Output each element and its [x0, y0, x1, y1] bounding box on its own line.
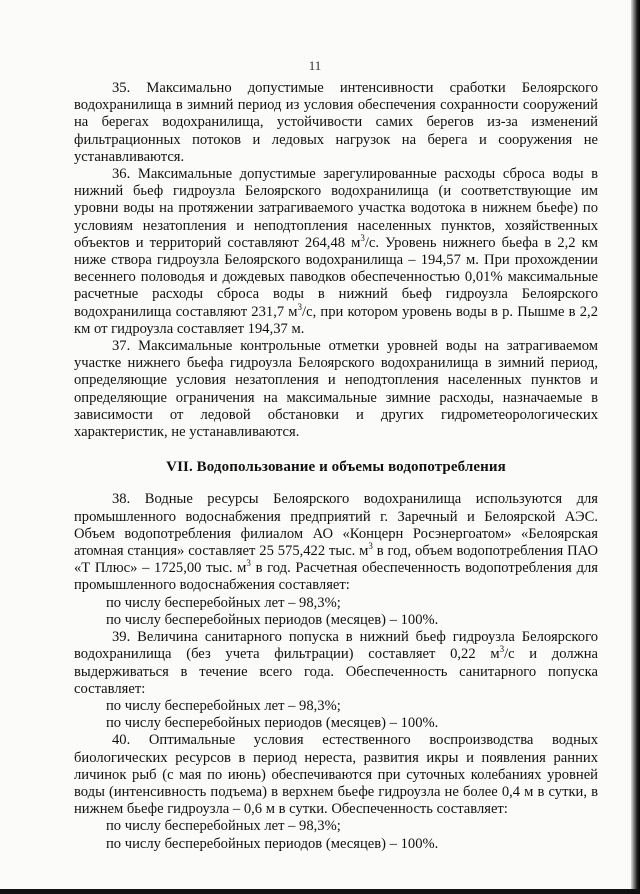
scan-edge-right	[631, 0, 640, 894]
paragraph-39	[74, 629, 598, 698]
paragraph-39-list-item-years: по числу бесперебойных лет – 98,3%;	[106, 697, 341, 714]
paragraph-36-part-c: /с, при котором уровень воды в р. Пышме в 2,2 км от гидроузла составляет 194,37 м.	[74, 303, 598, 337]
paragraph-38-list-item-months: по числу бесперебойных периодов (месяцев) – 100%.	[106, 611, 439, 628]
page-number: 11	[308, 58, 322, 73]
scan-edge-bottom	[0, 889, 640, 894]
paragraph-36-part-a: 36. Максимальные допустимые зарегулированные расходы сброса воды в нижний бьеф гидроузла Белоярского водохранилища (и соответствующие им уровни воды на протяжении затрагиваемого участка водотока в нижнем бьефе) по условиям незатопления и неподтопления населенных пунктов, хозяйственных объектов и территорий составляют 264,48 м	[74, 166, 598, 251]
document-body	[74, 80, 598, 853]
superscript-cube: 3	[368, 541, 373, 552]
paragraph-35: 35. Максимально допустимые интенсивности сработки Белоярского водохранилища в зимний период из условия обеспечения сохранности сооружений на берегах водохранилища, устойчивости самих берегов из-за изменений фильтрационных потоков и ледовых нагрузок на берега и сооружения не устанавливаются.	[74, 80, 598, 165]
paragraph-39-part-a: 39. Величина санитарного попуска в нижний бьеф гидроузла Белоярского водохранилища (без учета фильтрации) составляет 0,22 м	[74, 629, 598, 663]
paragraph-38-part-c: в год. Расчетная обеспеченность водопотребления для промышленного водоснабжения составляет:	[74, 560, 598, 594]
superscript-cube: 3	[360, 232, 365, 243]
paragraph-36	[74, 166, 598, 338]
paragraph-40-list-item-years: по числу бесперебойных лет – 98,3%;	[106, 818, 341, 835]
superscript-cube: 3	[297, 301, 303, 312]
paragraph-40-list-item-months: по числу бесперебойных периодов (месяцев) – 100%.	[106, 835, 439, 852]
paragraph-37: 37. Максимальные контрольные отметки уровней воды на затрагиваемом участке нижнего бьефа гидроузла Белоярского водохранилища в зимний период, определяющие условия незатопления и неподтопления населенных пунктов и определяющие ограничения на максимальные зимние расходы, назначаемые в зависимости от ледовой обстановки и других гидрометеорологических характеристик, не устанавливаются.	[74, 338, 598, 441]
paragraph-38-list-item-years: по числу бесперебойных лет – 98,3%;	[106, 594, 341, 611]
paragraph-39-list-item-months: по числу бесперебойных периодов (месяцев) – 100%.	[106, 715, 439, 732]
section-heading: VII. Водопользование и объемы водопотребления	[166, 459, 506, 476]
paragraph-38-part-b: в год, объем водопотребления ПАО «Т Плюс» – 1725,00 тыс. м	[74, 543, 598, 577]
paragraph-36-part-b: /с. Уровень нижнего бьефа в 2,2 км ниже створа гидроузла Белоярского водохранилища – 194,57 м. При прохождении весеннего половодья и дождевых паводков обеспеченностью 0,01% максимальные расчетные расходы сброса воды в нижний бьеф гидроузла Белоярского водохранилища составляют 231,7 м	[74, 234, 598, 320]
superscript-cube: 3	[499, 644, 505, 655]
paragraph-39-part-b: /с и должна выдерживаться в течение всего года. Обеспеченность санитарного попуска составляет:	[74, 646, 598, 697]
paragraph-38	[74, 491, 598, 594]
paragraph-38-part-a: 38. Водные ресурсы Белоярского водохранилища используются для промышленного водоснабжения предприятий г. Заречный и Белоярской АЭС. Объем водопотребления филиалом АО «Концерн Росэнергоатом» «Белоярская атомная станция» составляет 25 575,422 тыс. м	[74, 491, 598, 560]
superscript-cube: 3	[246, 558, 251, 569]
paragraph-40: 40. Оптимальные условия естественного воспроизводства водных биологических ресурсов в период нереста, развития икры и появления ранних личинок рыб (с мая по июнь) обеспечиваются при суточных колебаниях уровней воды (интенсивность подъема) в верхнем бьефе гидроузла не более 0,4 м в сутки, в нижнем бьефе гидроузла – 0,6 м в сутки. Обеспеченность составляет:	[74, 732, 598, 818]
